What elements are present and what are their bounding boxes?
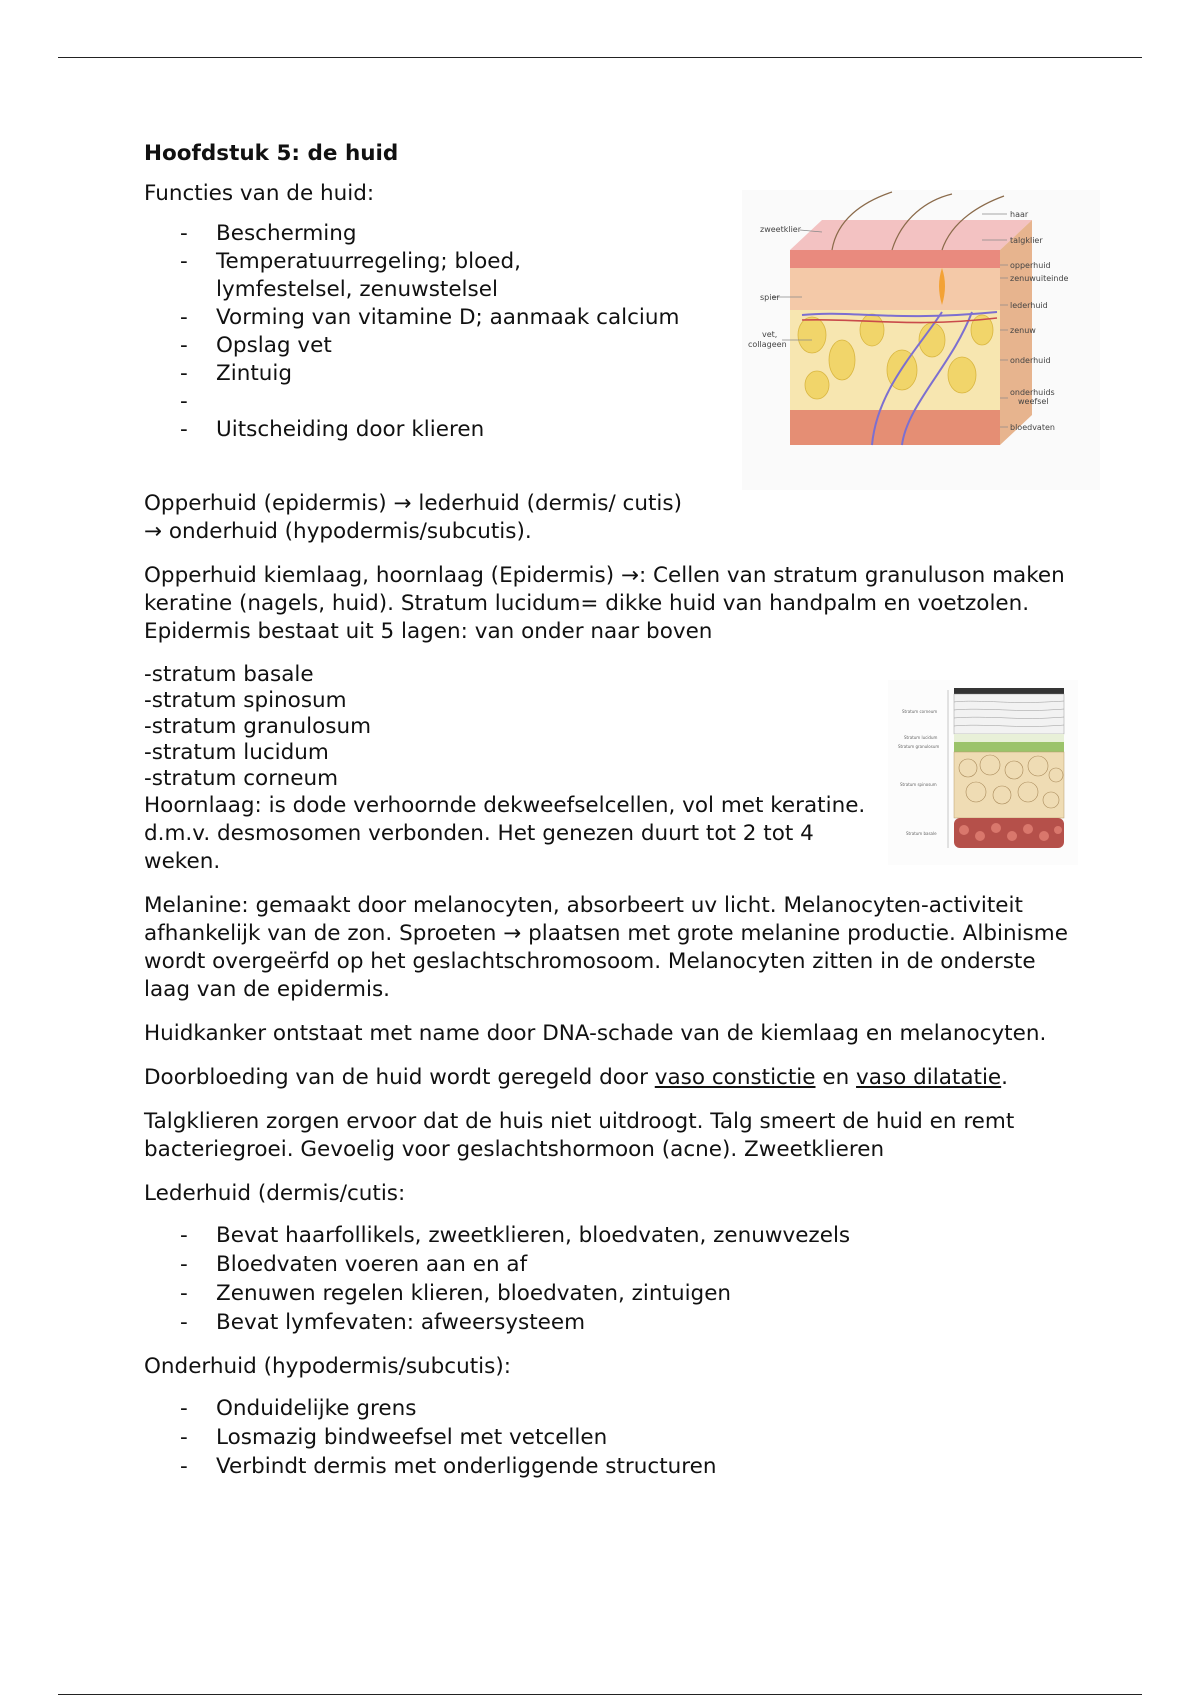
label-zweetklier: zweetklier: [760, 225, 802, 234]
layers-line-1: Opperhuid (epidermis) → lederhuid (dermis/ cutis): [144, 491, 682, 516]
hoornlaag-paragraph: Hoornlaag: is dode verhoornde dekweefselcellen, vol met keratine. d.m.v. desmosomen verbonden. Het genezen duurt tot 2 tot 4 weken.: [144, 793, 866, 874]
epidermis-layers-figure: [888, 680, 1078, 865]
stratum-granulosum-layer: [954, 742, 1064, 752]
list-item: -stratum basale: [144, 662, 314, 687]
onderhuid-list: [144, 1395, 1074, 1481]
page-title: Hoofdstuk 5: de huid: [144, 141, 399, 166]
label-stratum-corneum: Stratum corneum: [902, 709, 938, 714]
functions-list: [144, 220, 704, 444]
label-zenuwuiteinde: zenuwuiteinde: [1010, 274, 1069, 283]
list-item: - Bevat haarfollikels, zweetklieren, bloedvaten, zenuwvezels: [144, 1222, 1074, 1250]
text-span: .: [1001, 1065, 1008, 1090]
stratum-spinosum-layer: [954, 752, 1064, 818]
layers-line-2: → onderhuid (hypodermis/subcutis).: [144, 519, 532, 544]
melanine-paragraph: Melanine: gemaakt door melanocyten, absorbeert uv licht. Melanocyten-activiteit afhankelijk van de zon. Sproeten → plaatsen met grote melanine productie. Albinisme wordt overgeërfd op het geslachtschromosoom. Melanocyten zitten in de onderste laag van de epidermis.: [144, 893, 1068, 1002]
list-item: - Zintuig: [144, 360, 704, 388]
label-onderhuid: onderhuid: [1010, 356, 1051, 365]
label-stratum-spinosum: Stratum spinosum: [900, 782, 937, 787]
dermis-layer: [790, 268, 1000, 310]
header-rule: [58, 57, 1142, 58]
label-weefsel: weefsel: [1018, 397, 1049, 406]
label-stratum-basale: Stratum basale: [906, 831, 937, 836]
text-span: Doorbloeding van de huid wordt geregeld door: [144, 1065, 655, 1090]
label-zenuw: zenuw: [1010, 326, 1036, 335]
vasodilatatie-term: vaso dilatatie: [856, 1065, 1002, 1090]
stratum-corneum-top: [954, 688, 1064, 694]
stratum-corneum-layer: [954, 694, 1064, 734]
list-item: [144, 388, 704, 416]
label-vet: vet,: [762, 330, 778, 339]
list-item: - Onduidelijke grens: [144, 1395, 1074, 1423]
skin-cross-section-figure: [742, 190, 1100, 490]
huidkanker-paragraph: Huidkanker ontstaat met name door DNA-schade van de kiemlaag en melanocyten.: [144, 1021, 1047, 1046]
list-item: - Losmazig bindweefsel met vetcellen: [144, 1424, 1074, 1452]
epidermis-layer: [790, 250, 1000, 268]
list-item: - Zenuwen regelen klieren, bloedvaten, zintuigen: [144, 1280, 1074, 1308]
list-item: - Uitscheiding door klieren: [144, 416, 704, 444]
label-talgklier: talgklier: [1010, 236, 1043, 245]
stratum-lucidum-layer: [954, 734, 1064, 742]
list-item: - Bloedvaten voeren aan en af: [144, 1251, 1074, 1279]
list-item: -stratum corneum: [144, 766, 339, 791]
vasoconstrictie-term: vaso constictie: [654, 1065, 816, 1090]
label-stratum-lucidum: Stratum lucidum: [904, 735, 938, 740]
onderhuid-heading: Onderhuid (hypodermis/subcutis):: [144, 1354, 511, 1379]
label-stratum-granulosum: Stratum granulosum: [898, 744, 940, 749]
list-item: -stratum granulosum: [144, 714, 372, 739]
list-item: - Vorming van vitamine D; aanmaak calcium: [144, 304, 704, 332]
doorbloeding-paragraph: [144, 1064, 1074, 1092]
functions-intro: Functies van de huid:: [144, 181, 375, 206]
talgklieren-paragraph: Talgklieren zorgen ervoor dat de huis niet uitdroogt. Talg smeert de huid en remt bacteriegroei. Gevoelig voor geslachtshormoon (acne). Zweetklieren: [144, 1109, 1015, 1162]
label-bloedvaten: bloedvaten: [1010, 423, 1055, 432]
list-item: - Temperatuurregeling; bloed, lymfestelsel, zenuwstelsel: [144, 248, 636, 304]
label-collageen: collageen: [748, 340, 787, 349]
muscle-layer: [790, 410, 1000, 445]
footer-rule: [58, 1694, 1142, 1695]
epidermis-paragraph: Opperhuid kiemlaag, hoornlaag (Epidermis) →: Cellen van stratum granuluson maken keratine (nagels, huid). Stratum lucidum= dikke huid van handpalm en voetzolen. Epidermis bestaat uit 5 lagen: van onder naar boven: [144, 563, 1065, 644]
label-spier: spier: [760, 293, 780, 302]
list-item: - Bescherming: [144, 220, 704, 248]
list-item: - Verbindt dermis met onderliggende structuren: [144, 1453, 1074, 1481]
lederhuid-heading: Lederhuid (dermis/cutis:: [144, 1181, 406, 1206]
label-opperhuid: opperhuid: [1010, 261, 1051, 270]
label-haar: haar: [1010, 210, 1029, 219]
list-item: - Opslag vet: [144, 332, 704, 360]
lederhuid-list: [144, 1222, 1074, 1337]
label-onderhuids: onderhuids: [1010, 388, 1055, 397]
list-item: -stratum spinosum: [144, 688, 347, 713]
skin-surface: [790, 220, 1032, 250]
text-span: en: [815, 1065, 857, 1090]
label-lederhuid: lederhuid: [1010, 301, 1048, 310]
list-item: -stratum lucidum: [144, 740, 329, 765]
list-item: - Bevat lymfevaten: afweersysteem: [144, 1309, 1074, 1337]
